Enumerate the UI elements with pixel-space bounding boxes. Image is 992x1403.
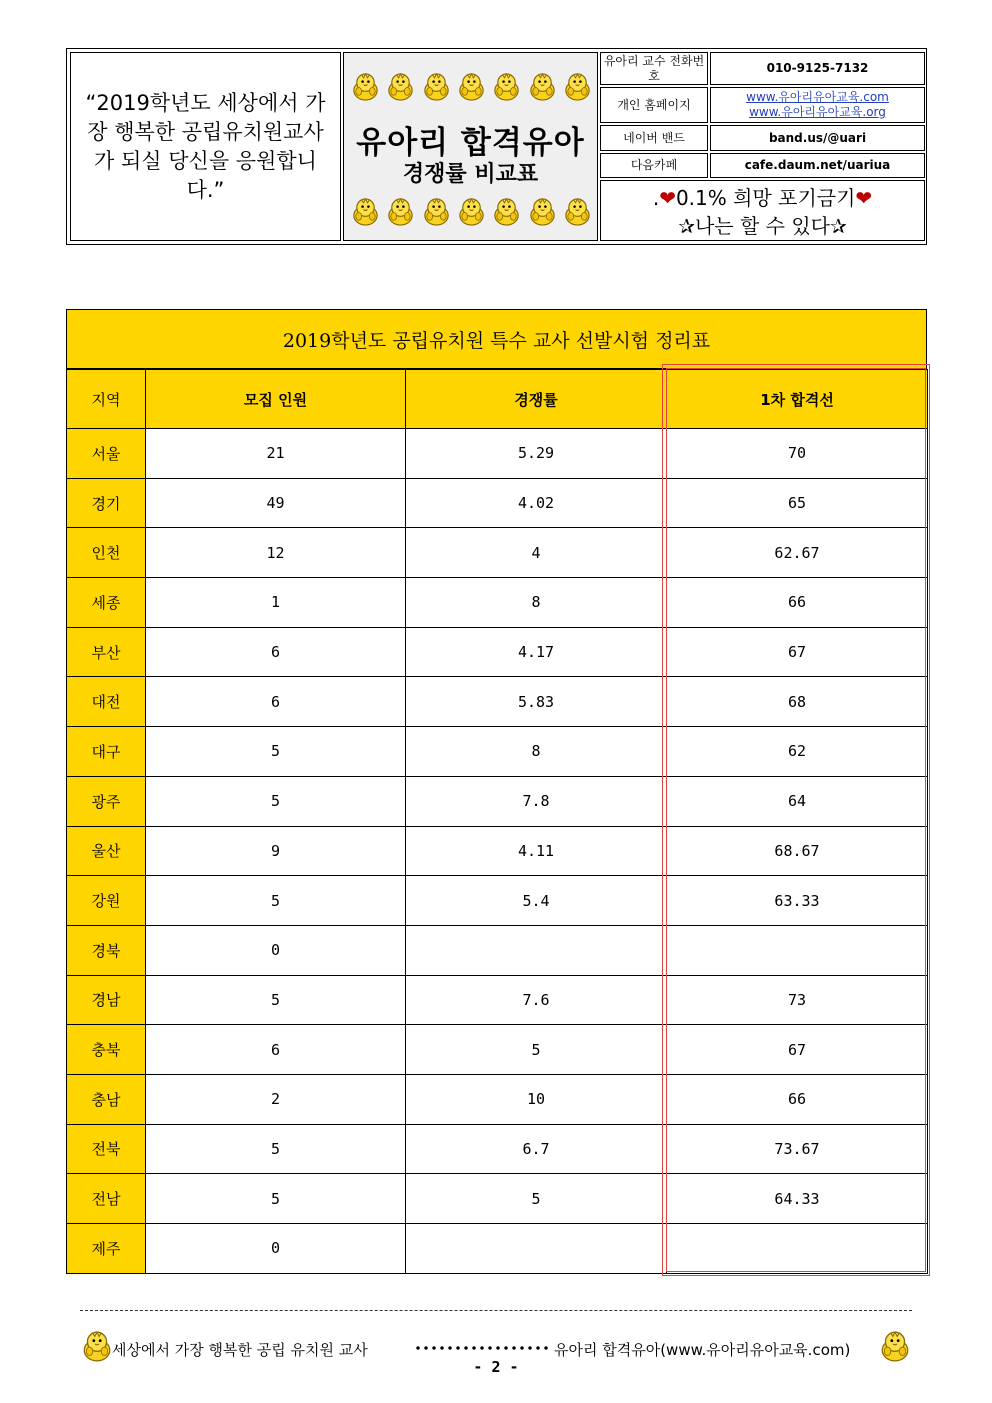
chick-icon [350, 71, 381, 106]
homepage-link-com[interactable]: www.유아리유아교육.com [746, 90, 889, 104]
slogan-text: “2019학년도 세상에서 가장 행복한 공립유치원교사가 되실 당신을 응원합니다.” [85, 90, 326, 202]
region-cell: 세종 [67, 578, 146, 628]
chick-icon [562, 196, 593, 231]
cutline-cell: 63.33 [667, 876, 928, 926]
header-block [66, 48, 927, 245]
chick-icon [456, 71, 487, 106]
cafe-label: 다음카페 [600, 153, 708, 178]
region-cell: 대전 [67, 677, 146, 727]
table-header-row [67, 370, 928, 429]
phone-row [600, 52, 925, 85]
heart-icon: ❤ [855, 186, 873, 210]
chick-icon [350, 196, 381, 231]
motto-dot: . [652, 186, 660, 210]
homepage-label: 개인 홈페이지 [600, 87, 708, 123]
region-cell: 광주 [67, 776, 146, 826]
table-row [67, 1224, 928, 1274]
ratio-cell: 5 [406, 1174, 667, 1224]
table-row [67, 727, 928, 777]
ratio-cell: 8 [406, 727, 667, 777]
logo-subtitle: 경쟁률 비교표 [402, 162, 539, 187]
band-row [600, 125, 925, 151]
homepage-link-org[interactable]: www.유아리유아교육.org [749, 105, 886, 119]
chick-icon [491, 196, 522, 231]
ratio-cell: 7.6 [406, 975, 667, 1025]
cutline-cell: 73 [667, 975, 928, 1025]
recruit-cell: 6 [146, 627, 406, 677]
table-row [67, 627, 928, 677]
table-row [67, 876, 928, 926]
ratio-cell: 7.8 [406, 776, 667, 826]
region-cell: 제주 [67, 1224, 146, 1274]
footer-text: 세상에서 가장 행복한 공립 유치원 교사 [112, 1341, 368, 1359]
recruit-cell: 5 [146, 1174, 406, 1224]
ratio-cell: 5.29 [406, 429, 667, 479]
motto-box [600, 180, 925, 241]
recruit-cell: 5 [146, 776, 406, 826]
motto-line-1 [601, 184, 924, 212]
homepage-links [710, 87, 925, 123]
ratio-cell: 4 [406, 528, 667, 578]
region-cell: 경북 [67, 925, 146, 975]
region-cell: 대구 [67, 727, 146, 777]
table-row [67, 925, 928, 975]
region-cell: 강원 [67, 876, 146, 926]
cutline-cell: 64.33 [667, 1174, 928, 1224]
recruit-cell: 0 [146, 1224, 406, 1274]
recruit-cell: 0 [146, 925, 406, 975]
chick-icon [421, 196, 452, 231]
table-row [67, 776, 928, 826]
chick-row-bottom [350, 196, 593, 231]
recruit-cell: 21 [146, 429, 406, 479]
cutline-cell: 68.67 [667, 826, 928, 876]
footer-brand: 유아리 합격유아(www.유아리유아교육.com) [554, 1341, 851, 1359]
cutline-cell: 67 [667, 1025, 928, 1075]
recruit-cell: 49 [146, 478, 406, 528]
table-body [67, 429, 928, 1274]
logo-title: 유아리 합격유아 [356, 125, 585, 161]
region-cell: 경남 [67, 975, 146, 1025]
cutline-cell: 62.67 [667, 528, 928, 578]
table-title: 2019학년도 공립유치원 특수 교사 선발시험 정리표 [66, 309, 927, 369]
region-cell: 경기 [67, 478, 146, 528]
band-label: 네이버 밴드 [600, 125, 708, 151]
recruit-cell: 5 [146, 727, 406, 777]
ratio-cell: 8 [406, 578, 667, 628]
table-row [67, 578, 928, 628]
region-cell: 울산 [67, 826, 146, 876]
table-row [67, 826, 928, 876]
chick-icon [421, 71, 452, 106]
region-cell: 충남 [67, 1074, 146, 1124]
page-number: - 2 - [473, 1358, 519, 1376]
chick-icon [527, 196, 558, 231]
cutline-cell: 66 [667, 1074, 928, 1124]
chick-icon [491, 71, 522, 106]
cutline-cell [667, 1224, 928, 1274]
table-row [67, 677, 928, 727]
region-cell: 전북 [67, 1124, 146, 1174]
table-row [67, 478, 928, 528]
recruit-cell: 12 [146, 528, 406, 578]
ratio-cell: 6.7 [406, 1124, 667, 1174]
cutline-cell: 68 [667, 677, 928, 727]
region-cell: 서울 [67, 429, 146, 479]
recruit-cell: 1 [146, 578, 406, 628]
recruit-cell: 5 [146, 975, 406, 1025]
heart-icon: ❤ [659, 186, 676, 210]
chick-icon [385, 196, 416, 231]
recruit-cell: 6 [146, 1025, 406, 1075]
region-cell: 부산 [67, 627, 146, 677]
ratio-cell: 5 [406, 1025, 667, 1075]
ratio-cell: 10 [406, 1074, 667, 1124]
ratio-cell: 4.17 [406, 627, 667, 677]
chick-icon [527, 71, 558, 106]
table-row [67, 975, 928, 1025]
cafe-row [600, 153, 925, 178]
cutline-cell: 64 [667, 776, 928, 826]
data-table [66, 369, 928, 1274]
chick-icon [385, 71, 416, 106]
cutline-cell: 73.67 [667, 1124, 928, 1174]
cutline-cell [667, 925, 928, 975]
ratio-cell [406, 925, 667, 975]
table-row [67, 429, 928, 479]
table-row [67, 1025, 928, 1075]
ratio-cell: 4.02 [406, 478, 667, 528]
chick-icon [562, 71, 593, 106]
region-cell: 충북 [67, 1025, 146, 1075]
recruit-cell: 6 [146, 677, 406, 727]
homepage-row [600, 87, 925, 123]
competition-table [66, 309, 927, 1274]
contact-info [600, 52, 925, 241]
phone-label: 유아리 교수 전화번호 [600, 52, 708, 85]
recruit-cell: 9 [146, 826, 406, 876]
cutline-cell: 65 [667, 478, 928, 528]
col-header-recruit: 모집 인원 [146, 370, 406, 429]
chick-icon [456, 196, 487, 231]
logo-box [343, 52, 598, 241]
cutline-cell: 67 [667, 627, 928, 677]
col-header-region: 지역 [67, 370, 146, 429]
footer-divider [80, 1310, 912, 1311]
recruit-cell: 5 [146, 1124, 406, 1174]
region-cell: 인천 [67, 528, 146, 578]
recruit-cell: 2 [146, 1074, 406, 1124]
ratio-cell: 4.11 [406, 826, 667, 876]
col-header-ratio: 경쟁률 [406, 370, 667, 429]
table-row [67, 1174, 928, 1224]
cutline-cell: 70 [667, 429, 928, 479]
cafe-value: cafe.daum.net/uariua [710, 153, 925, 178]
recruit-cell: 5 [146, 876, 406, 926]
region-cell: 전남 [67, 1174, 146, 1224]
ratio-cell [406, 1224, 667, 1274]
footer-dots [414, 1345, 550, 1351]
table-row [67, 1124, 928, 1174]
ratio-cell: 5.83 [406, 677, 667, 727]
band-value: band.us/@uari [710, 125, 925, 151]
motto-line-2: ✰나는 할 수 있다✰ [678, 214, 847, 238]
cutline-cell: 66 [667, 578, 928, 628]
table-row [67, 528, 928, 578]
ratio-cell: 5.4 [406, 876, 667, 926]
phone-value: 010-9125-7132 [710, 52, 925, 85]
cutline-cell: 62 [667, 727, 928, 777]
chick-row-top [350, 71, 593, 106]
motto-text: 0.1% 희망 포기금기 [675, 186, 856, 210]
table-row [67, 1074, 928, 1124]
col-header-cutline: 1차 합격선 [667, 370, 928, 429]
slogan-box [70, 52, 341, 241]
